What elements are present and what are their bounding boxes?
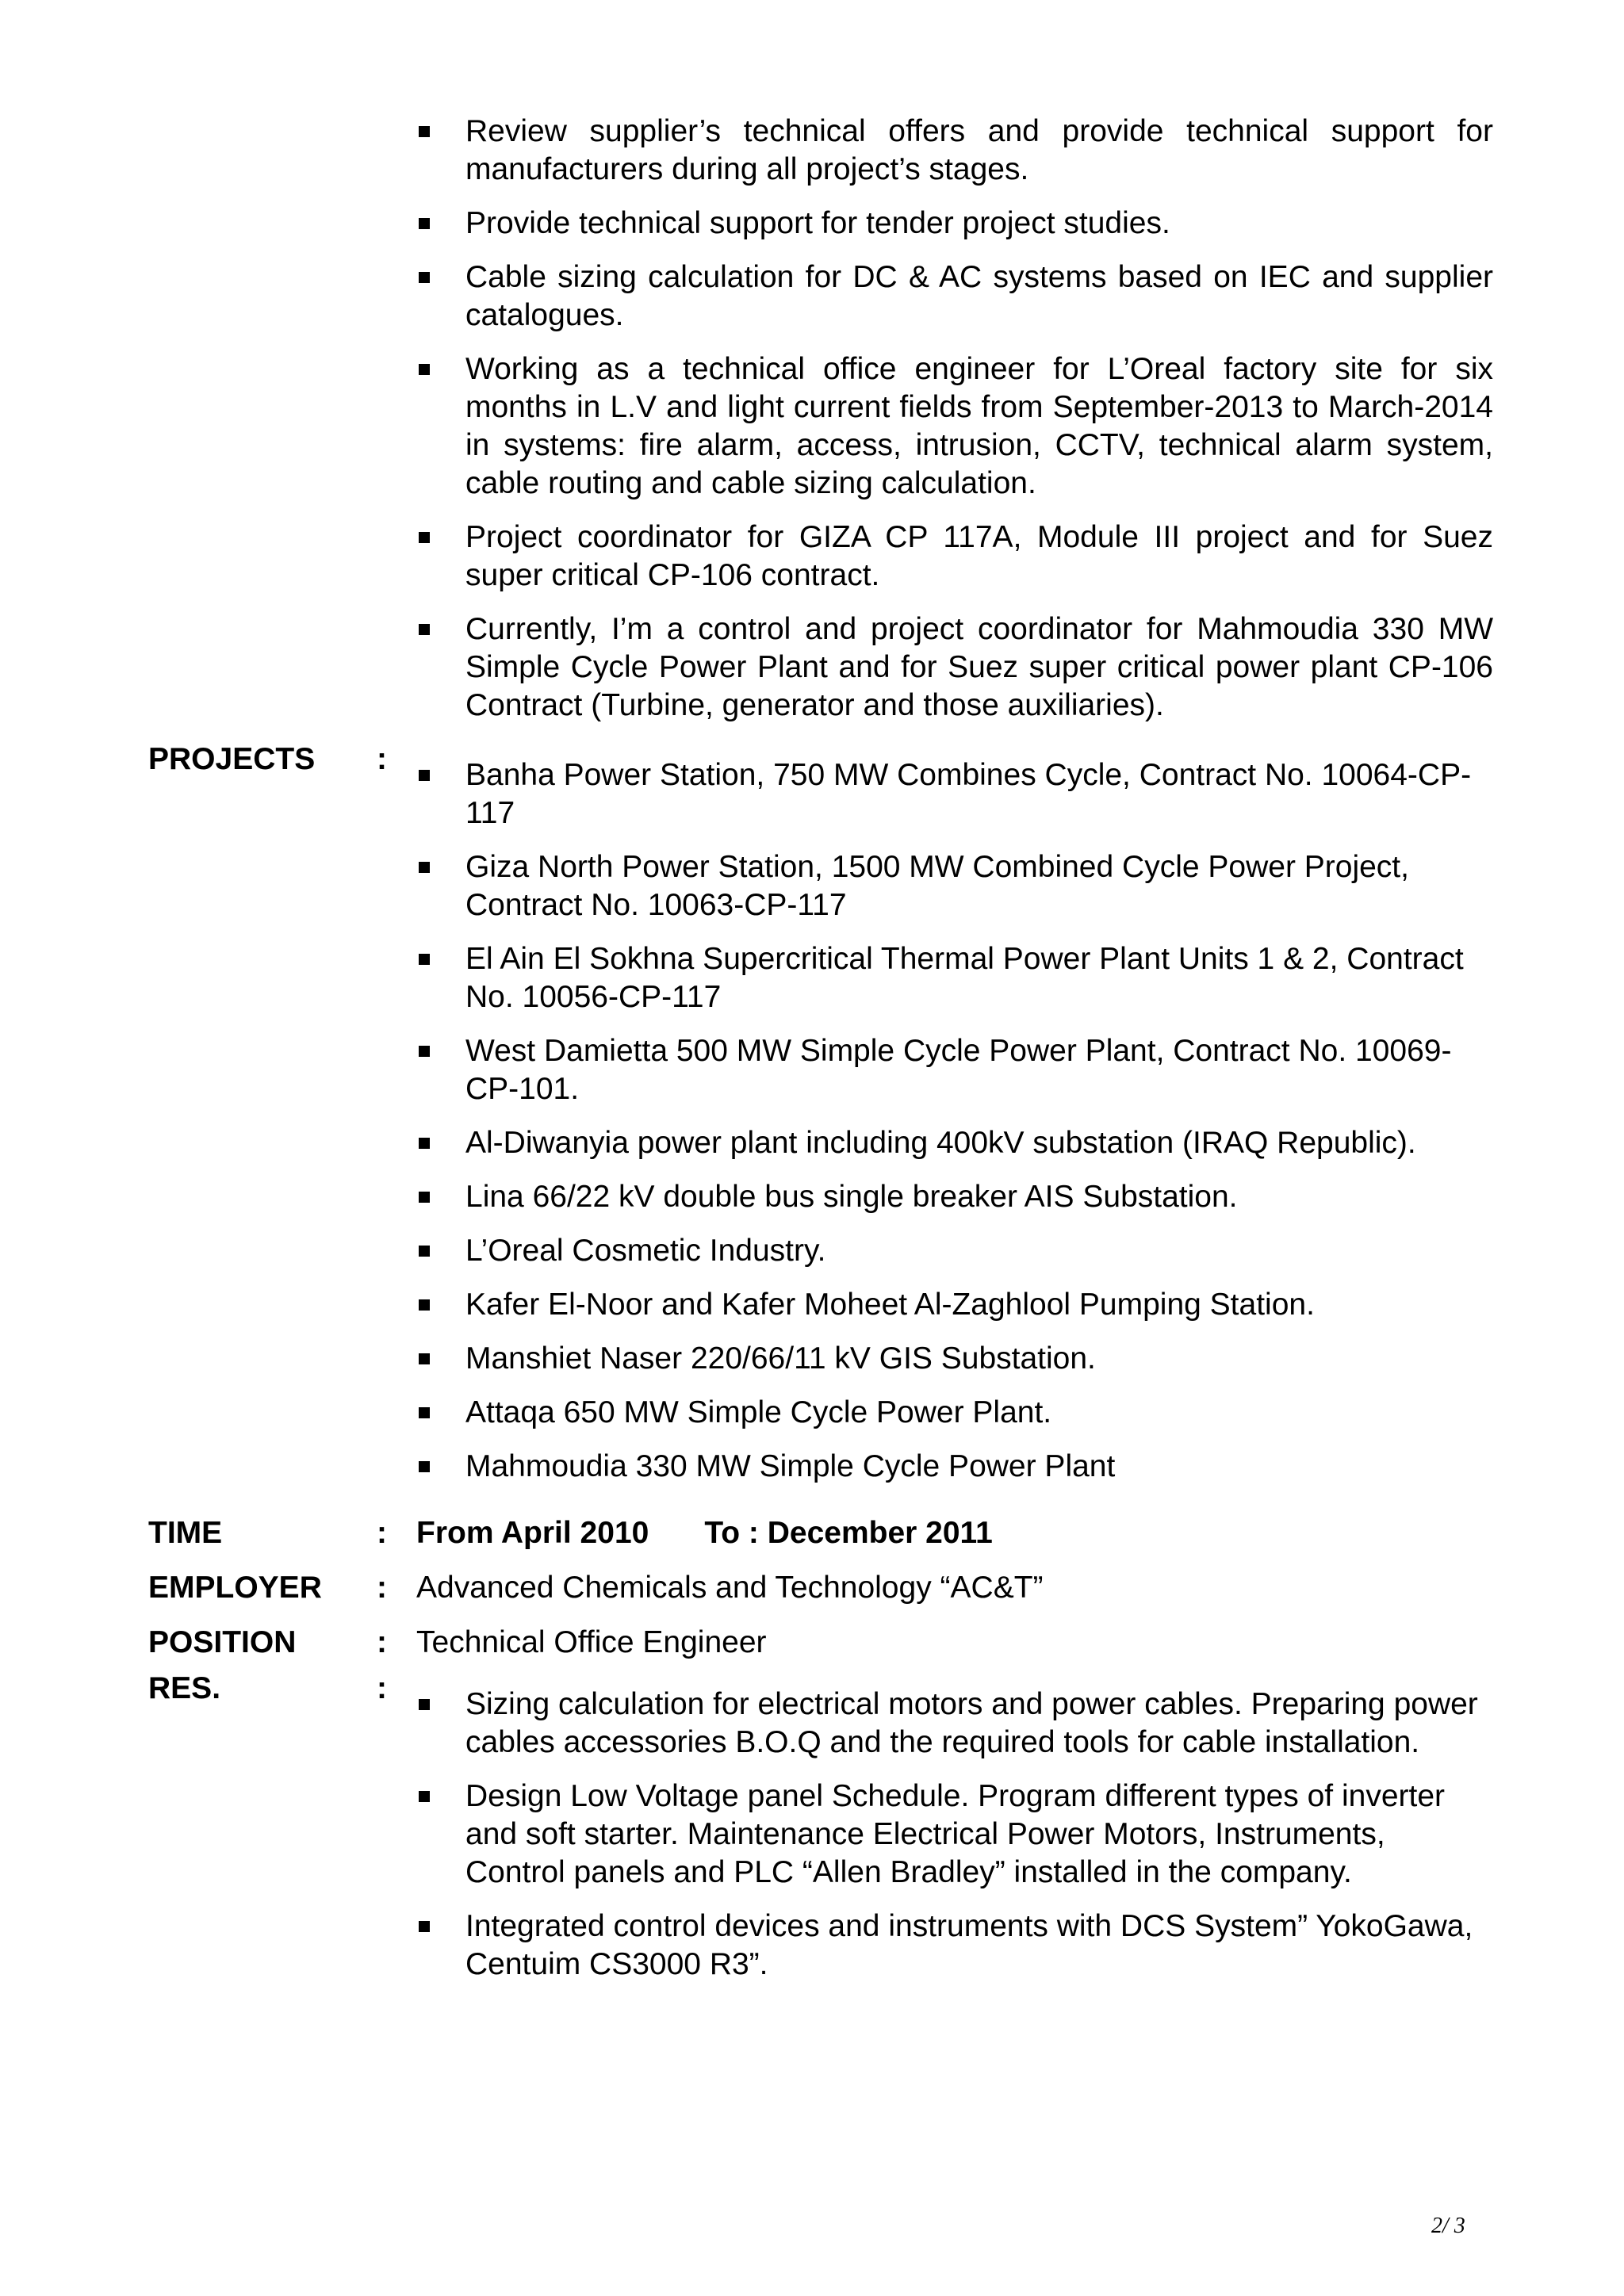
projects-colon: : [377,742,387,776]
square-bullet-icon [419,364,430,375]
list-item-text: Review supplier’s technical offers and provide technical support for manufacturers during all project’s stages. [465,114,1493,186]
square-bullet-icon [419,1246,430,1257]
list-item-text: El Ain El Sokhna Supercritical Thermal Power Plant Units 1 & 2, Contract No. 10056-CP-117 [465,942,1464,1014]
square-bullet-icon [419,1046,430,1057]
page-number: 2/ 3 [1431,2214,1465,2238]
list-item [0,1908,1624,1984]
list-item [0,848,1624,924]
list-item-text: Project coordinator for GIZA CP 117A, Module III project and for Suez super critical CP-106 contract. [465,520,1493,592]
square-bullet-icon [419,770,430,781]
position-colon: : [377,1625,387,1659]
list-item-text: Cable sizing calculation for DC & AC systems based on IEC and supplier catalogues. [465,260,1493,332]
list-item-text: Integrated control devices and instruments with DCS System” YokoGawa, Centuim CS3000 R3”. [465,1909,1473,1981]
square-bullet-icon [419,862,430,873]
list-item-text: Giza North Power Station, 1500 MW Combined Cycle Power Project, Contract No. 10063-CP-117 [465,850,1409,922]
list-item-text: Manshiet Naser 220/66/11 kV GIS Substation. [465,1341,1096,1376]
square-bullet-icon [419,1353,430,1364]
square-bullet-icon [419,126,430,137]
list-item-text: Lina 66/22 kV double bus single breaker AIS Substation. [465,1180,1238,1214]
square-bullet-icon [419,272,430,283]
time-label: TIME [148,1516,223,1550]
employer-label: EMPLOYER [148,1571,322,1605]
list-item [0,1448,1624,1486]
responsibilities-continued-list [0,113,1624,725]
position-label: POSITION [148,1625,297,1659]
list-item [0,1394,1624,1432]
list-item-text: Working as a technical office engineer for L’Oreal factory site for six months in L.V and light current fields from September-2013 to March-2014 in systems: fire alarm, access, intrusion, CCTV, technical alarm system, cable routing and cable sizing calculation. [465,352,1493,500]
res-list [0,1686,1624,1984]
list-item-text: Provide technical support for tender project studies. [465,206,1170,240]
square-bullet-icon [419,1699,430,1710]
list-item [0,1286,1624,1324]
list-item-text: Al-Diwanyia power plant including 400kV substation (IRAQ Republic). [465,1126,1416,1160]
employer-value: Advanced Chemicals and Technology “AC&T” [416,1571,1044,1605]
list-item [0,1124,1624,1162]
square-bullet-icon [419,1407,430,1418]
list-item [0,350,1624,503]
list-item-text: West Damietta 500 MW Simple Cycle Power Plant, Contract No. 10069-CP-101. [465,1034,1452,1106]
list-item [0,1178,1624,1216]
list-item-text: Design Low Voltage panel Schedule. Program different types of inverter and soft starter. Maintenance Electrical Power Motors, Instruments, Control panels and PLC “Allen Bradley” installed in the company. [465,1779,1446,1889]
list-item [0,940,1624,1016]
square-bullet-icon [419,1791,430,1802]
list-item [0,1032,1624,1108]
square-bullet-icon [419,1461,430,1472]
list-item [0,610,1624,725]
square-bullet-icon [419,624,430,635]
time-to: To : December 2011 [704,1516,993,1550]
list-item-text: Kafer El-Noor and Kafer Moheet Al-Zaghlool Pumping Station. [465,1288,1315,1322]
list-item-text: Banha Power Station, 750 MW Combines Cycle, Contract No. 10064-CP-117 [465,758,1472,830]
square-bullet-icon [419,532,430,543]
time-from: From April 2010 [416,1516,649,1550]
list-item [0,756,1624,832]
list-item [0,519,1624,595]
list-item-text: Currently, I’m a control and project coordinator for Mahmoudia 330 MW Simple Cycle Power Plant and for Suez super critical power plant CP-106 Contract (Turbine, generator and those auxiliaries). [465,612,1493,722]
list-item [0,258,1624,335]
list-item [0,1232,1624,1270]
res-colon: : [377,1671,387,1705]
square-bullet-icon [419,1921,430,1932]
employer-colon: : [377,1571,387,1605]
time-value [416,1514,993,1552]
list-item [0,113,1624,189]
time-colon: : [377,1516,387,1550]
list-item-text: Sizing calculation for electrical motors and power cables. Preparing power cables accessories B.O.Q and the required tools for cable installation. [465,1687,1478,1759]
list-item [0,1686,1624,1762]
list-item [0,1340,1624,1378]
projects-label: PROJECTS [148,742,316,776]
list-item-text: Mahmoudia 330 MW Simple Cycle Power Plant [465,1449,1116,1483]
list-item [0,205,1624,243]
square-bullet-icon [419,1192,430,1203]
list-item-text: Attaqa 650 MW Simple Cycle Power Plant. [465,1395,1052,1429]
square-bullet-icon [419,1299,430,1311]
square-bullet-icon [419,218,430,229]
list-item-text: L’Oreal Cosmetic Industry. [465,1234,826,1268]
list-item [0,1777,1624,1892]
square-bullet-icon [419,1138,430,1149]
square-bullet-icon [419,954,430,965]
position-value: Technical Office Engineer [416,1625,767,1659]
res-label: RES. [148,1671,221,1705]
projects-list [0,756,1624,1486]
